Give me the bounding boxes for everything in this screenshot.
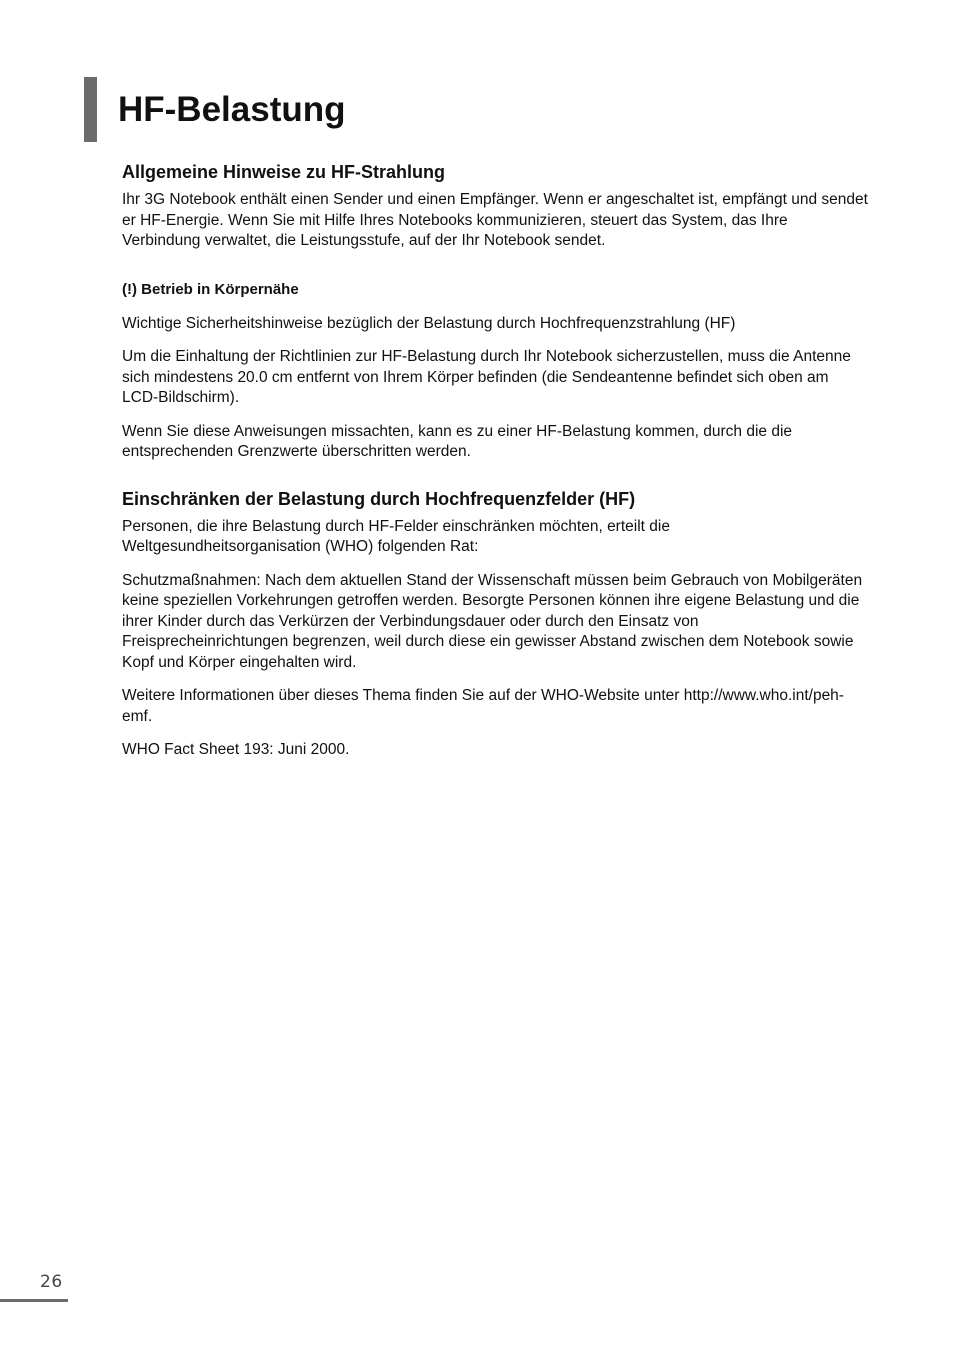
document-body <box>122 161 868 774</box>
page-number: 26 <box>40 1272 63 1292</box>
section-general-notes <box>122 161 868 463</box>
paragraph-precautions: Schutzmaßnahmen: Nach dem aktuellen Stand der Wissenschaft müssen beim Gebrauch von Mobilgeräten keine speziellen Vorkehrungen getroffen werden. Besorgte Personen können ihre eigene Belastung und die ihrer Kinder durch das Verkürzen der Verbindungsdauer oder durch den Einsatz von Freisprecheinrichtungen begrenzen, weil durch diese ein gewisser Abstand zwischen dem Notebook sowie Kopf und Körper eingehalten wird. <box>122 571 863 671</box>
paragraph-who-advice: Personen, die ihre Belastung durch HF-Felder einschränken möchten, erteilt die Weltgesundheitsorganisation (WHO) folgenden Rat: <box>122 517 670 555</box>
paragraph-more-info: Weitere Informationen über dieses Thema finden Sie auf der WHO-Website unter http://www.who.int/peh-emf. <box>122 687 844 725</box>
page-number-rule <box>0 1299 68 1302</box>
paragraph-intro: Ihr 3G Notebook enthält einen Sender und einen Empfänger. Wenn er angeschaltet ist, empfängt und sendet er HF-Energie. Wenn Sie mit Hilfe Ihres Notebooks kommunizieren, steuert das System, das Ihre Verbindung verwaltet, die Leistungsstufe, auf der Ihr Notebook sendet. <box>122 191 868 249</box>
paragraph-antenna-distance: Um die Einhaltung der Richtlinien zur HF-Belastung durch Ihr Notebook sicherzustellen, muss die Antenne sich mindestens 20.0 cm entfernt von Ihrem Körper befinden (die Sendeantenne befindet sich oben am LCD-Bildschirm). <box>122 348 851 406</box>
title-accent-bar <box>84 77 97 142</box>
paragraph-warning: Wenn Sie diese Anweisungen missachten, kann es zu einer HF-Belastung kommen, durch die die entsprechenden Grenzwerte überschritten werden. <box>122 422 793 460</box>
section-heading-limit: Einschränken der Belastung durch Hochfrequenzfelder (HF) <box>122 488 636 509</box>
subheading-body-proximity: (!) Betrieb in Körpernähe <box>122 280 299 298</box>
page-title: HF-Belastung <box>118 90 346 129</box>
paragraph-fact-sheet: WHO Fact Sheet 193: Juni 2000. <box>122 741 350 758</box>
paragraph-safety-notes: Wichtige Sicherheitshinweise bezüglich der Belastung durch Hochfrequenzstrahlung (HF) <box>122 314 736 332</box>
section-heading-general: Allgemeine Hinweise zu HF-Strahlung <box>122 162 446 182</box>
section-limit-exposure <box>122 488 868 761</box>
